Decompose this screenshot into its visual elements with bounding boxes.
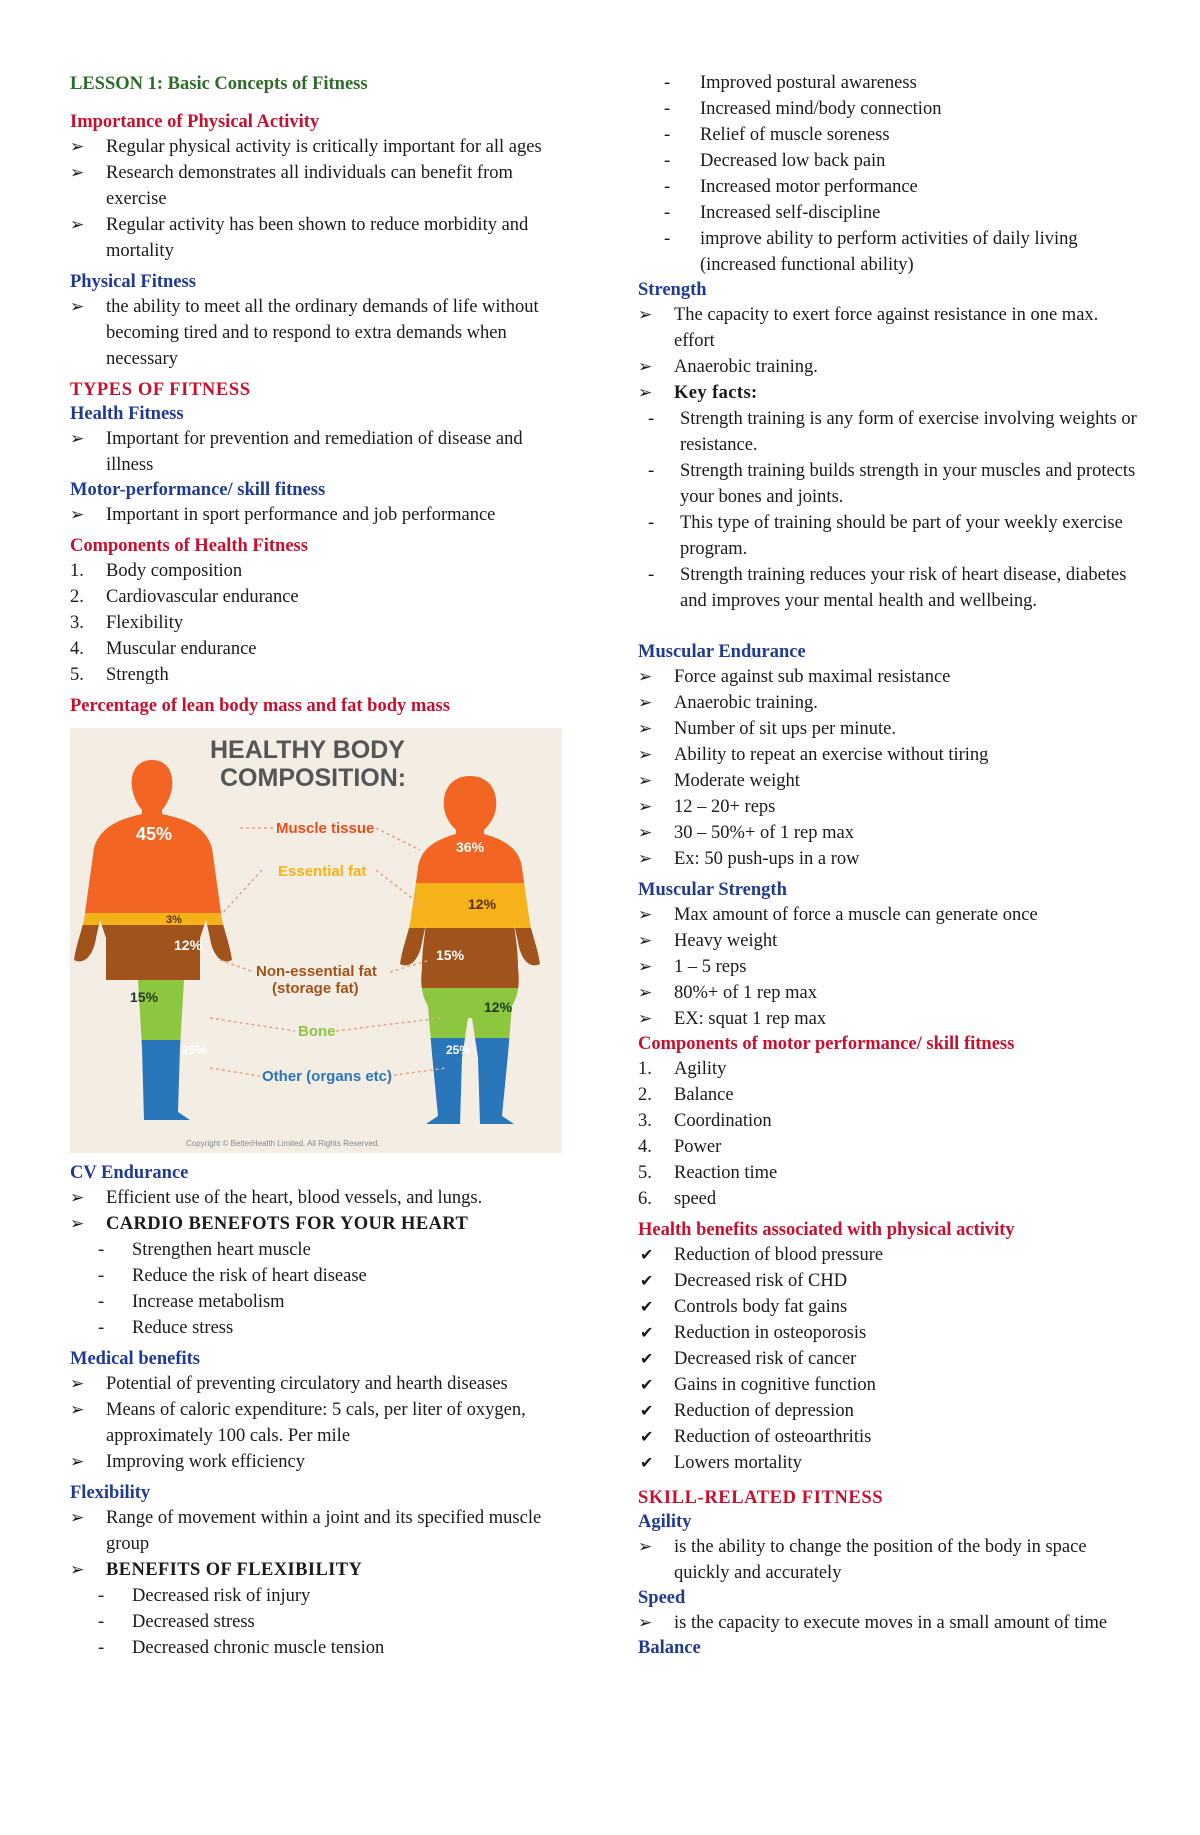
strength-list — [638, 302, 1138, 380]
components-health-heading: Components of Health Fitness — [70, 536, 308, 556]
male-other-pct: 25% — [182, 1043, 207, 1057]
speed-heading: Speed — [638, 1588, 686, 1608]
skill-related-heading: SKILL-RELATED FITNESS — [638, 1488, 884, 1508]
list-item: ➢ Potential of preventing circulatory and hearth diseases — [70, 1371, 570, 1397]
list-item: 1. Agility — [638, 1059, 727, 1079]
health-fitness-list — [70, 426, 570, 478]
list-item: ➢ Anaerobic training. — [638, 690, 1138, 716]
list-item: - Strengthen heart muscle — [70, 1237, 570, 1263]
cv-endurance-heading: CV Endurance — [70, 1163, 189, 1183]
list-item: ➢ Important for prevention and remediation of disease and illness — [70, 426, 570, 478]
list-item: ✔ Decreased risk of CHD — [638, 1268, 1138, 1294]
list-item: ➢ Regular physical activity is critically important for all ages — [70, 134, 570, 160]
list-item: ➢ 12 – 20+ reps — [638, 794, 1138, 820]
list-item: - Strength training reduces your risk of heart disease, diabetes and improves your mental health and wellbeing. — [638, 562, 1138, 614]
figure-title-line2: COMPOSITION: — [220, 764, 407, 792]
list-item: ➢ the ability to meet all the ordinary demands of life without becoming tired and to respond to extra demands when necessary — [70, 294, 570, 372]
figure-copyright: Copyright © BetterHealth Limited. All Rights Reserved. — [186, 1139, 380, 1148]
flexibility-benefits-heading: ➢ BENEFITS OF FLEXIBILITY — [70, 1557, 570, 1583]
list-item: 3. Flexibility — [70, 613, 184, 633]
key-facts-heading: ➢ Key facts: — [638, 380, 1138, 406]
importance-heading: Importance of Physical Activity — [70, 112, 320, 132]
muscular-endurance-list — [638, 664, 1138, 872]
label-nonessential-fat: Non-essential fat — [256, 963, 377, 980]
flexibility-heading: Flexibility — [70, 1483, 151, 1503]
label-storage-fat: (storage fat) — [272, 980, 359, 997]
left-column — [70, 0, 570, 1661]
list-item: ✔ Lowers mortality — [638, 1450, 1138, 1476]
list-item: ➢ Improving work efficiency — [70, 1449, 570, 1475]
list-item: ✔ Controls body fat gains — [638, 1294, 1138, 1320]
list-item: ➢ Regular activity has been shown to reduce morbidity and mortality — [70, 212, 570, 264]
list-item: 3. Coordination — [638, 1111, 772, 1131]
list-item: - Increased mind/body connection — [638, 96, 1138, 122]
health-benefits-list — [638, 1242, 1138, 1476]
list-item: ➢ is the ability to change the position of the body in space quickly and accurately — [638, 1534, 1138, 1586]
list-item: ➢ Anaerobic training. — [638, 354, 1138, 380]
list-item: ✔ Reduction of depression — [638, 1398, 1138, 1424]
body-composition-figure — [70, 728, 562, 1153]
motor-fitness-list — [70, 502, 570, 528]
list-item: 4. Power — [638, 1137, 722, 1157]
list-item: - Improved postural awareness — [638, 70, 1138, 96]
flexibility-benefits-list — [70, 1583, 570, 1661]
list-item: ➢ 80%+ of 1 rep max — [638, 980, 1138, 1006]
list-item: ✔ Gains in cognitive function — [638, 1372, 1138, 1398]
female-nonessential-pct: 15% — [436, 947, 465, 963]
flexibility-benefits-heading-list — [70, 1557, 570, 1583]
list-item: - Reduce stress — [70, 1315, 570, 1341]
male-essential-pct: 3% — [166, 914, 182, 926]
agility-list — [638, 1534, 1138, 1586]
muscular-endurance-heading: Muscular Endurance — [638, 642, 806, 662]
medical-benefits-heading: Medical benefits — [70, 1349, 200, 1369]
list-item: ➢ Range of movement within a joint and its specified muscle group — [70, 1505, 570, 1557]
components-motor-heading: Components of motor performance/ skill fitness — [638, 1034, 1015, 1054]
list-item: 1. Body composition — [70, 561, 243, 581]
list-item: ➢ Ex: 50 push-ups in a row — [638, 846, 1138, 872]
list-item: ✔ Decreased risk of cancer — [638, 1346, 1138, 1372]
list-item: ➢ Number of sit ups per minute. — [638, 716, 1138, 742]
male-bone-pct: 15% — [130, 989, 159, 1005]
male-nonessential-pct: 12% — [174, 937, 203, 953]
muscular-strength-list — [638, 902, 1138, 1032]
list-item: ➢ 1 – 5 reps — [638, 954, 1138, 980]
list-item: ➢ is the capacity to execute moves in a small amount of time — [638, 1610, 1138, 1636]
label-other-organs: Other (organs etc) — [262, 1068, 393, 1085]
components-motor-list — [638, 1056, 1138, 1212]
speed-list — [638, 1610, 1138, 1636]
list-item: 6. speed — [638, 1189, 717, 1209]
key-facts-heading-list — [638, 380, 1138, 406]
health-benefits-heading: Health benefits associated with physical activity — [638, 1220, 1015, 1240]
female-other-pct: 25% — [446, 1043, 471, 1057]
list-item: - Strength training is any form of exercise involving weights or resistance. — [638, 406, 1138, 458]
list-item: ➢ Heavy weight — [638, 928, 1138, 954]
list-item: - Strength training builds strength in your muscles and protects your bones and joints. — [638, 458, 1138, 510]
list-item: - Decreased low back pain — [638, 148, 1138, 174]
figure-title-line1: HEALTHY BODY — [210, 736, 405, 764]
list-item: 2. Balance — [638, 1085, 734, 1105]
list-item: - Decreased chronic muscle tension — [70, 1635, 570, 1661]
right-column — [638, 0, 1138, 1660]
key-facts-list — [638, 406, 1138, 614]
physical-fitness-list — [70, 294, 570, 372]
female-bone-pct: 12% — [484, 999, 513, 1015]
list-item: - improve ability to perform activities of daily living (increased functional ability) — [638, 226, 1138, 278]
flexibility-benefits-continued — [638, 70, 1138, 278]
list-item: ➢ Efficient use of the heart, blood vessels, and lungs. — [70, 1185, 570, 1211]
female-essential-pct: 12% — [468, 896, 497, 912]
cardio-benefits-heading: ➢ CARDIO BENEFOTS FOR YOUR HEART — [70, 1211, 570, 1237]
list-item: 2. Cardiovascular endurance — [70, 587, 299, 607]
cv-endurance-list — [70, 1185, 570, 1211]
list-item: ➢ Important in sport performance and job performance — [70, 502, 570, 528]
label-essential-fat: Essential fat — [278, 863, 367, 880]
flexibility-list — [70, 1505, 570, 1557]
health-fitness-heading: Health Fitness — [70, 404, 184, 424]
list-item: ✔ Reduction of osteoarthritis — [638, 1424, 1138, 1450]
balance-heading: Balance — [638, 1638, 701, 1658]
cardio-benefits-heading-list — [70, 1211, 570, 1237]
agility-heading: Agility — [638, 1512, 692, 1532]
list-item: - Reduce the risk of heart disease — [70, 1263, 570, 1289]
list-item: ➢ Force against sub maximal resistance — [638, 664, 1138, 690]
list-item: 4. Muscular endurance — [70, 639, 257, 659]
list-item: ➢ Max amount of force a muscle can generate once — [638, 902, 1138, 928]
list-item: - Increased self-discipline — [638, 200, 1138, 226]
percentage-heading: Percentage of lean body mass and fat body mass — [70, 696, 450, 716]
list-item: - Decreased stress — [70, 1609, 570, 1635]
medical-benefits-list — [70, 1371, 570, 1475]
list-item: - Decreased risk of injury — [70, 1583, 570, 1609]
list-item: ➢ Moderate weight — [638, 768, 1138, 794]
motor-fitness-heading: Motor-performance/ skill fitness — [70, 480, 326, 500]
lesson-title: LESSON 1: Basic Concepts of Fitness — [70, 74, 368, 94]
list-item: - Increased motor performance — [638, 174, 1138, 200]
components-health-list — [70, 558, 570, 688]
list-item: ➢ Research demonstrates all individuals can benefit from exercise — [70, 160, 570, 212]
strength-heading: Strength — [638, 280, 707, 300]
list-item: - Relief of muscle soreness — [638, 122, 1138, 148]
list-item: ➢ Ability to repeat an exercise without tiring — [638, 742, 1138, 768]
list-item: ➢ EX: squat 1 rep max — [638, 1006, 1138, 1032]
male-muscle-pct: 45% — [136, 824, 173, 844]
list-item: 5. Strength — [70, 665, 169, 685]
list-item: ➢ 30 – 50%+ of 1 rep max — [638, 820, 1138, 846]
list-item: - Increase metabolism — [70, 1289, 570, 1315]
list-item: ➢ Means of caloric expenditure: 5 cals, per liter of oxygen, approximately 100 cals. Per mile — [70, 1397, 570, 1449]
list-item: - This type of training should be part of your weekly exercise program. — [638, 510, 1138, 562]
list-item: 5. Reaction time — [638, 1163, 778, 1183]
muscular-strength-heading: Muscular Strength — [638, 880, 787, 900]
cardio-benefits-list — [70, 1237, 570, 1341]
importance-list — [70, 134, 570, 264]
types-heading: TYPES OF FITNESS — [70, 380, 251, 400]
list-item: ➢ The capacity to exert force against resistance in one max. effort — [638, 302, 1138, 354]
list-item: ✔ Reduction in osteoporosis — [638, 1320, 1138, 1346]
list-item: ✔ Reduction of blood pressure — [638, 1242, 1138, 1268]
physical-fitness-heading: Physical Fitness — [70, 272, 196, 292]
label-muscle-tissue: Muscle tissue — [276, 820, 375, 837]
female-muscle-pct: 36% — [456, 839, 485, 855]
label-bone: Bone — [298, 1023, 336, 1040]
